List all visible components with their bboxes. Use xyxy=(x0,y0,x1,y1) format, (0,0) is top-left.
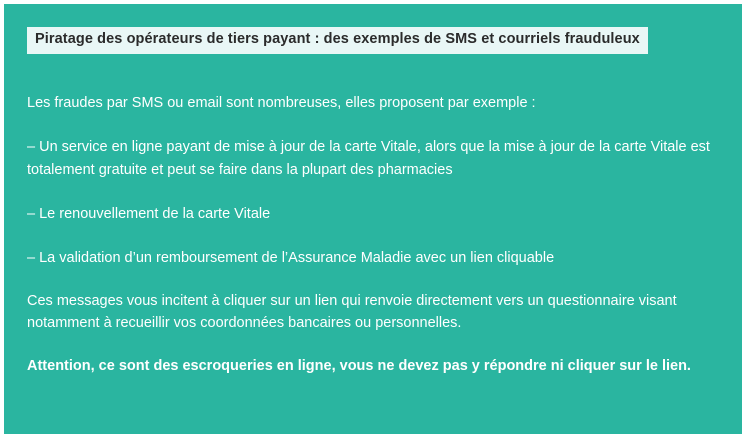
list-item-service-payant: – Un service en ligne payant de mise à jour de la carte Vitale, alors que la mise à jour de la carte Vitale est totalement gratuite et peut se faire dans la plupart des pharmacies xyxy=(27,139,710,178)
list-item-validation-remboursement: – La validation d’un remboursement de l’Assurance Maladie avec un lien cliquable xyxy=(27,250,555,267)
paragraph-explanation: Ces messages vous incitent à cliquer sur un lien qui renvoie directement vers un questionnaire visant notamment à recueillir vos coordonnées bancaires ou personnelles. xyxy=(27,292,677,332)
article-content xyxy=(5,5,741,377)
paragraph-intro: Les fraudes par SMS ou email sont nombreuses, elles proposent par exemple : xyxy=(27,94,536,111)
list-item-renouvellement: – Le renouvellement de la carte Vitale xyxy=(27,205,271,222)
paragraph-warning: Attention, ce sont des escroqueries en ligne, vous ne devez pas y répondre ni cliquer sur le lien. xyxy=(27,357,691,374)
page-title-row xyxy=(27,27,719,54)
article-panel xyxy=(4,4,742,434)
page-title: Piratage des opérateurs de tiers payant : des exemples de SMS et courriels frauduleux xyxy=(27,27,648,54)
